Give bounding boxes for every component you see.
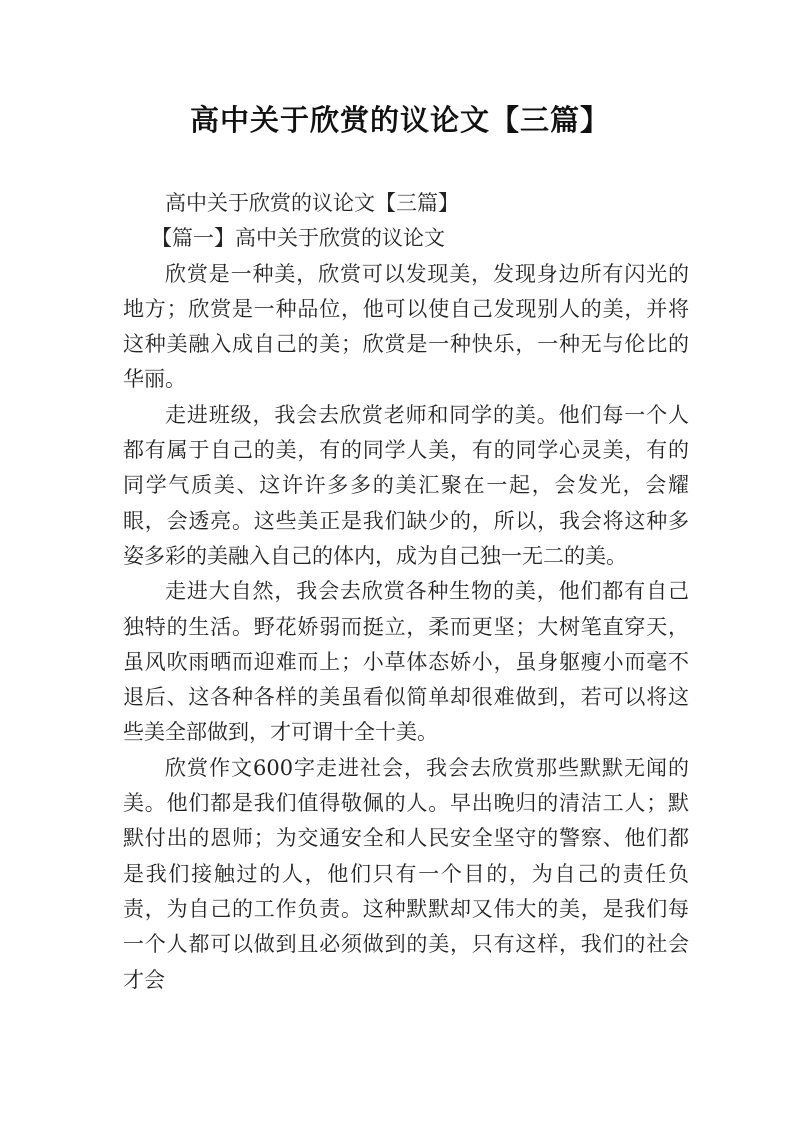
- body-paragraph: 欣赏作文600字走进社会，我会去欣赏那些默默无闻的美。他们都是我们值得敬佩的人。早出晚归的清洁工人；默默付出的恩师；为交通安全和人民安全坚守的警察、他们都是我们接触过的人，他们只有一个目的，为自己的责任负责，为自己的工作负责。这种默默却又伟大的美，是我们每一个人都可以做到且必须做到的美，只有这样，我们的社会才会: [123, 755, 689, 992]
- body-paragraph: 走进班级，我会去欣赏老师和同学的美。他们每一个人都有属于自己的美，有的同学人美，有的同学心灵美，有的同学气质美、这许许多多的美汇聚在一起，会发光，会耀眼，会透亮。这些美正是我们缺少的，所以，我会将这种多姿多彩的美融入自己的体内，成为自己独一无二的美。: [123, 402, 689, 568]
- document-title: 高中关于欣赏的议论文【三篇】: [189, 103, 610, 137]
- body-paragraph: 欣赏是一种美，欣赏可以发现美，发现身边所有闪光的地方；欣赏是一种品位，他可以使自己发现别人的美，并将这种美融入成自己的美；欣赏是一种快乐，一种无与伦比的华丽。: [123, 261, 689, 392]
- document-subtitle: 高中关于欣赏的议论文【三篇】: [165, 191, 459, 215]
- document-body: [123, 186, 689, 998]
- section-heading: 【篇一】高中关于欣赏的议论文: [151, 226, 445, 251]
- body-paragraph: 走进大自然，我会去欣赏各种生物的美，他们都有自己独特的生活。野花娇弱而挺立，柔而更坚；大树笔直穿天，虽风吹雨晒而迎难而上；小草体态娇小，虽身躯瘦小而毫不退后、这各种各样的美虽看似简单却很难做到，若可以将这些美全部做到，才可谓十全十美。: [123, 579, 689, 745]
